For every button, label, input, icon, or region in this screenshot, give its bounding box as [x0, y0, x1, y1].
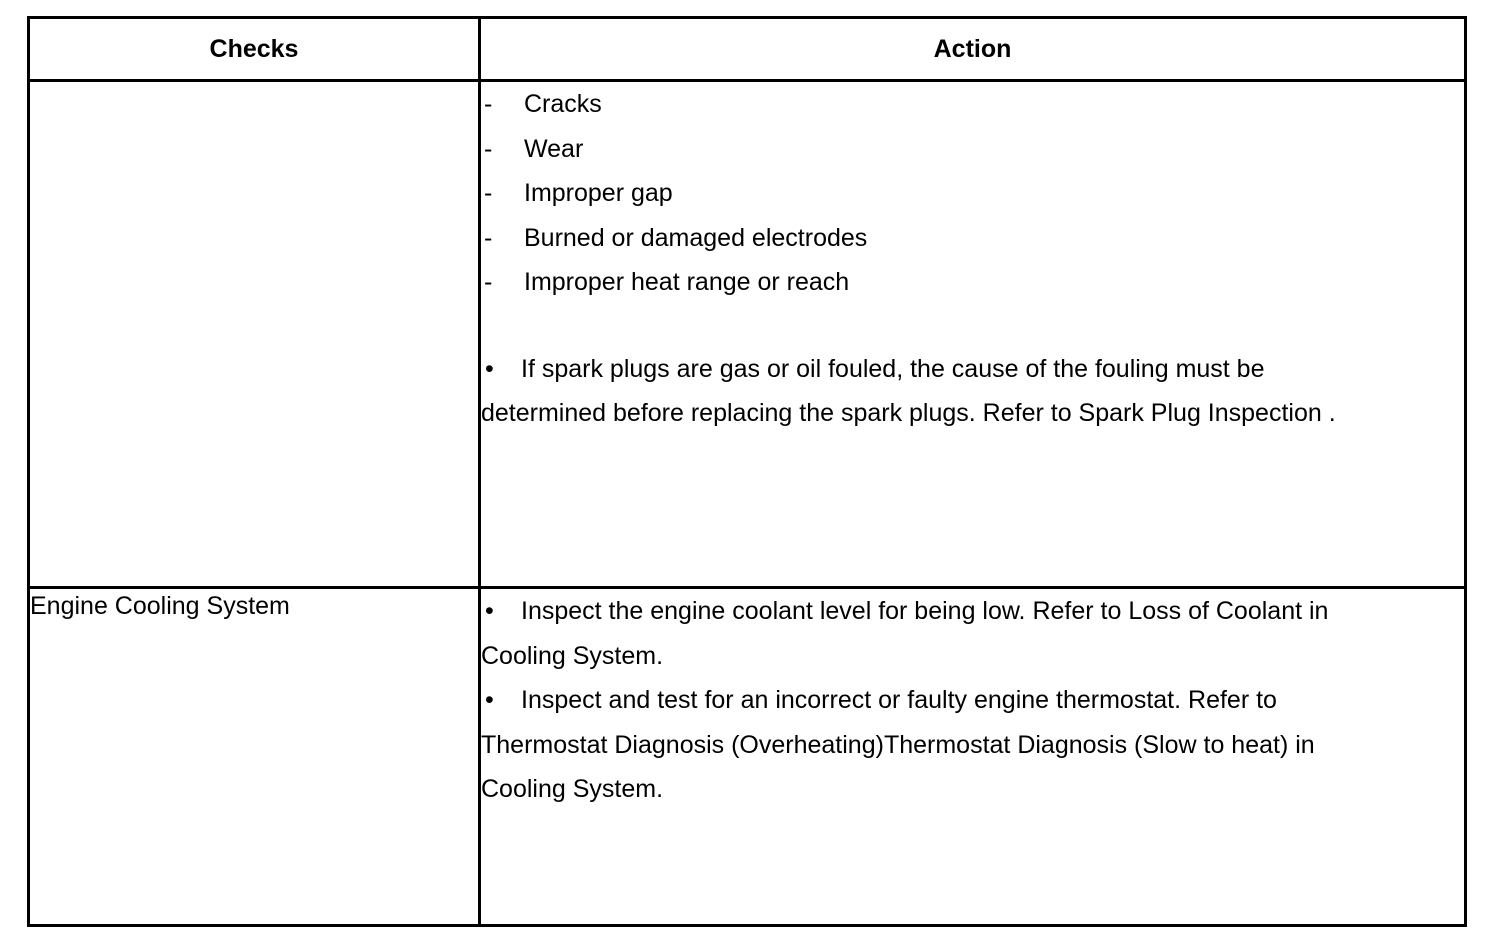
dash-marker: -	[484, 268, 493, 296]
bullet-paragraph	[481, 589, 1341, 678]
bullet-text: If spark plugs are gas or oil fouled, the cause of the fouling must be determined before replacing the spark plugs. Refer to Spark Plug Inspection .	[481, 354, 1336, 427]
diagnostic-table	[27, 16, 1467, 927]
list-item-text: Improper heat range or reach	[524, 268, 850, 296]
action-cell	[480, 81, 1466, 588]
dash-marker: -	[484, 223, 493, 252]
bullet-marker: •	[485, 686, 494, 714]
action-column-header: Action	[480, 18, 1466, 81]
bullet-paragraph	[481, 347, 1341, 436]
bullet-marker: •	[485, 597, 494, 625]
list-item	[481, 216, 1464, 261]
table-row	[29, 588, 1466, 926]
header-row	[29, 18, 1466, 81]
checks-cell: Engine Cooling System	[29, 588, 480, 926]
bullet-paragraph	[481, 678, 1341, 812]
list-item	[481, 127, 1464, 172]
checks-column-header: Checks	[29, 18, 480, 81]
list-item	[481, 260, 1464, 305]
bullet-text: Inspect and test for an incorrect or faulty engine thermostat. Refer to Thermostat Diagnosis (Overheating)Thermostat Diagnosis (Slow to heat) in Cooling System.	[481, 686, 1315, 803]
spacer	[481, 305, 1464, 347]
dash-marker: -	[484, 134, 493, 163]
list-item-text: Improper gap	[524, 179, 673, 207]
list-item	[481, 171, 1464, 216]
dash-marker: -	[484, 90, 493, 118]
dash-marker: -	[484, 179, 493, 207]
checks-cell	[29, 81, 480, 588]
list-item	[481, 82, 1464, 127]
list-item-text: Wear	[524, 134, 584, 163]
table-row	[29, 81, 1466, 588]
bullet-marker: •	[485, 354, 494, 383]
action-cell	[480, 588, 1466, 926]
list-item-text: Burned or damaged electrodes	[524, 223, 868, 252]
list-item-text: Cracks	[524, 90, 602, 118]
bullet-text: Inspect the engine coolant level for being low. Refer to Loss of Coolant in Cooling System.	[481, 597, 1329, 670]
